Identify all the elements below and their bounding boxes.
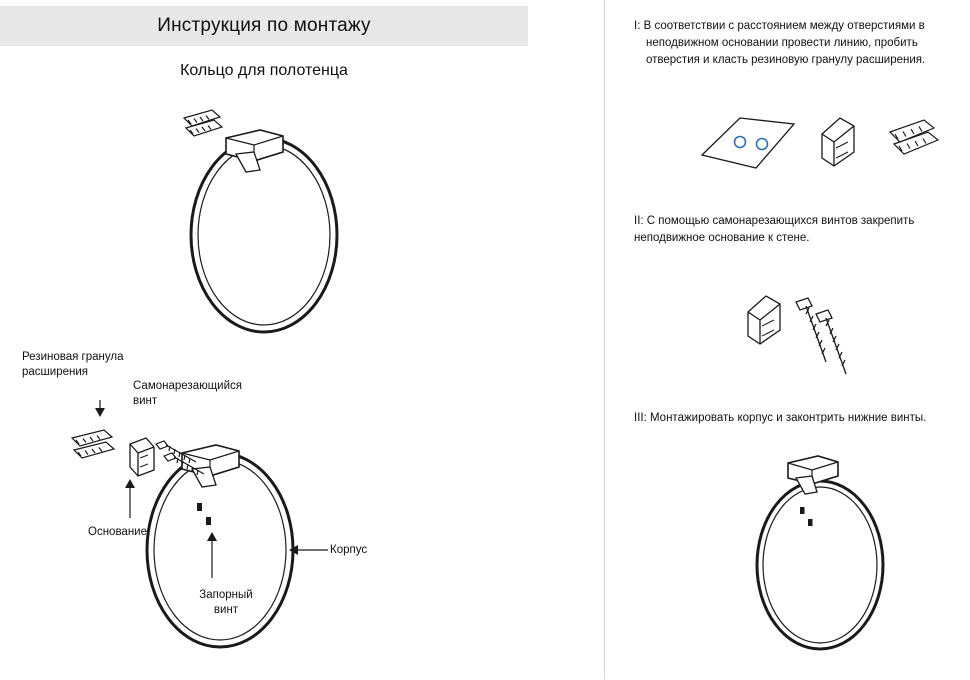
step-1-line-2: неподвижном основании провести линию, пробить (646, 37, 918, 49)
step-2-parts-illustration (730, 290, 950, 380)
label-body: Корпус (330, 544, 368, 556)
step-1-text (634, 18, 970, 69)
label-rubber-granule: Резиновая гранула расширения (22, 351, 124, 378)
step-3-line-1: III: Монтажировать корпус и законтрить нижние винты. (634, 412, 927, 424)
step-1-parts-illustration (682, 110, 970, 190)
product-subtitle: Кольцо для полотенца (180, 62, 348, 79)
column-divider (604, 0, 605, 679)
step-2-line-2: неподвижное основание к стене. (634, 232, 810, 244)
step-1-line-1: I: В соответствии с расстоянием между отверстиями в (634, 20, 925, 32)
label-base: Основание (88, 526, 147, 538)
towel-ring-exploded-illustration (60, 400, 480, 680)
towel-ring-overview-illustration (150, 100, 490, 350)
step-3-text (634, 410, 970, 427)
step-2-line-1: II: С помощью самонарезающихся винтов закрепить (634, 215, 915, 227)
page-title: Инструкция по монтажу (157, 15, 371, 36)
right-column (620, 0, 970, 679)
label-self-tapping-screw: Самонарезающийся винт (133, 380, 242, 407)
label-locking-screw: Запорный винт (199, 589, 253, 616)
step-1-line-3: отверстия и класть резиновую гранулу расширения. (646, 54, 926, 66)
step-2-text (634, 213, 970, 247)
step-3-assembled-illustration (720, 445, 960, 665)
